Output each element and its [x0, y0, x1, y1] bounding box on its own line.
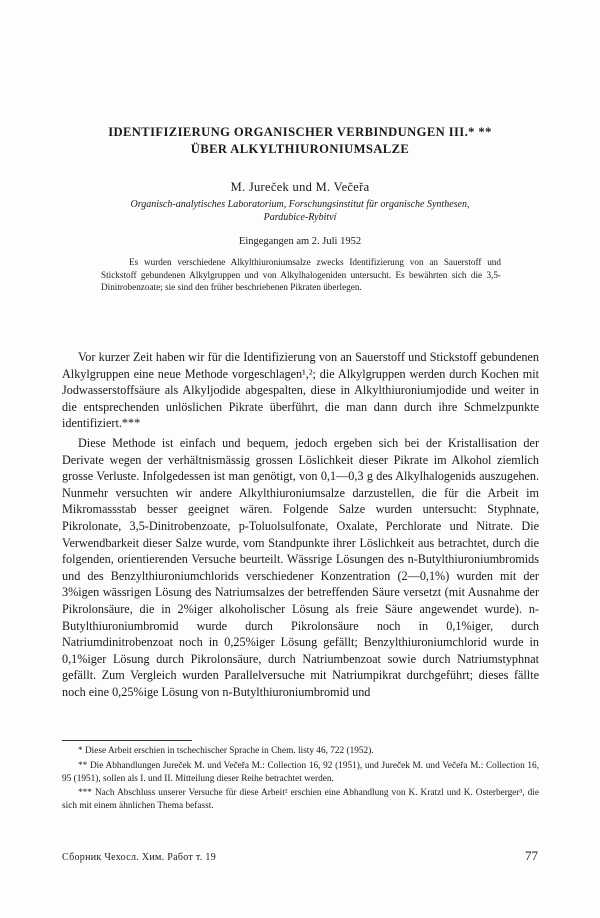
- footnote-2: ** Die Abhandlungen Jureček M. und Večeřa M.: Collection 16, 92 (1951), und Jureček M. und Večeřa M.: Collection 16, 95 (1951), sollen als I. und II. Mitteilung dieser Reihe betrachtet werden.: [62, 760, 539, 784]
- received-date: Eingegangen am 2. Juli 1952: [238, 236, 362, 247]
- footnote-divider: [62, 740, 192, 741]
- paragraph-1: Vor kurzer Zeit haben wir für die Identifizierung von an Sauerstoff und Stickstoff gebundenen Alkylgruppen eine neue Methode vorgeschlagen¹,²; die Alkylgruppen werden durch Kochen mit Jodwasserstoffsäure als Alkyljodide abgespalten, diese in Alkylthiuroniumjodide und weiter in die entsprechenden unlöslichen Pikrate überführt, die man dann durch ihre Schmelzpunkte identifiziert.***: [62, 350, 539, 431]
- affiliation: [80, 199, 520, 224]
- abstract: Es wurden verschiedene Alkylthiuroniumsalze zwecks Identifizierung von an Sauerstoff und Stickstoff gebundenen Alkylgruppen und von Alkylhalogeniden untersucht. Es bewährten sich die 3,5-Dinitrobenzoate; sie sind den früher beschriebenen Pikraten überlegen.: [101, 257, 501, 293]
- footnote-1: * Diese Arbeit erschien in tschechischer Sprache in Chem. listy 46, 722 (1952).: [78, 746, 374, 756]
- authors: M. Jureček und M. Večeřa: [230, 180, 370, 194]
- footnotes: [62, 745, 539, 815]
- affiliation-line-1: Organisch-analytisches Laboratorium, Forschungsinstitut für organische Synthesen,: [130, 199, 470, 210]
- body-text: [62, 349, 539, 703]
- article-title: [60, 124, 540, 158]
- footnote-3: *** Nach Abschluss unserer Versuche für diese Arbeit² erschien eine Abhandlung von K. Kratzl und K. Osterberger³, die sich mit einem ähnlichen Thema befasst.: [62, 788, 539, 812]
- title-line-1: IDENTIFIZIERUNG ORGANISCHER VERBINDUNGEN III.* **: [108, 125, 492, 139]
- journal-footer: Сборник Чехосл. Хим. Работ т. 19: [62, 852, 216, 863]
- title-line-2: ÜBER ALKYLTHIURONIUMSALZE: [190, 142, 410, 156]
- page-number: 77: [525, 848, 538, 863]
- affiliation-line-2: Pardubice-Rybitví: [263, 211, 337, 223]
- paragraph-2: Diese Methode ist einfach und bequem, jedoch ergeben sich bei der Kristallisation der Derivate wegen der verhältnismässig grossen Löslichkeit dieser Pikrate im Alkohol ziemlich grosse Verluste. Infolgedessen ist man genötigt, von 0,1—0,3 g des Alkylhalogenids auszugehen. Nunmehr versuchten wir andere Alkylthiuroniumsalze darzustellen, die für die Arbeit im Mikromassstab besser geeignet wären. Folgende Salze wurden untersucht: Styphnate, Pikrolonate, 3,5-Dinitrobenzoate, p-Toluolsulfonate, Oxalate, Perchlorate und Nitrate. Die Verwendbarkeit dieser Salze wurde, vom Standpunkte ihrer Löslichkeit aus betrachtet, durch die folgenden, orientierenden Versuche beurteilt. Wässrige Lösungen des n-Butylthiuroniumbromids und des Benzylthiuroniumchlorids verschiedener Konzentration (2—0,1%) wurden mit der 3%igen wässrigen Lösung des Natriumsalzes der betreffenden Säure versetzt (mit Ausnahme der Pikrolonsäure, die in 2%iger alkoholischer Lösung als freie Säure angewendet wurde). n-Butylthiuroniumbromid wurde durch Pikrolonsäure noch in 0,1%iger, durch Natriumdinitrobenzoat noch in 0,25%iger Lösung gefällt; Benzylthiuroniumchlorid wurde in 0,1%iger Lösung durch Pikrolonsäure, durch Natriumbenzoat sowie durch Natriumstyphnat gefällt. Zum Vergleich wurden Parallelversuche mit Natriumpikrat durchgeführt; dieses fällte noch eine 0,25%ige Lösung von n-Butylthiuroniumbromid und: [62, 435, 539, 699]
